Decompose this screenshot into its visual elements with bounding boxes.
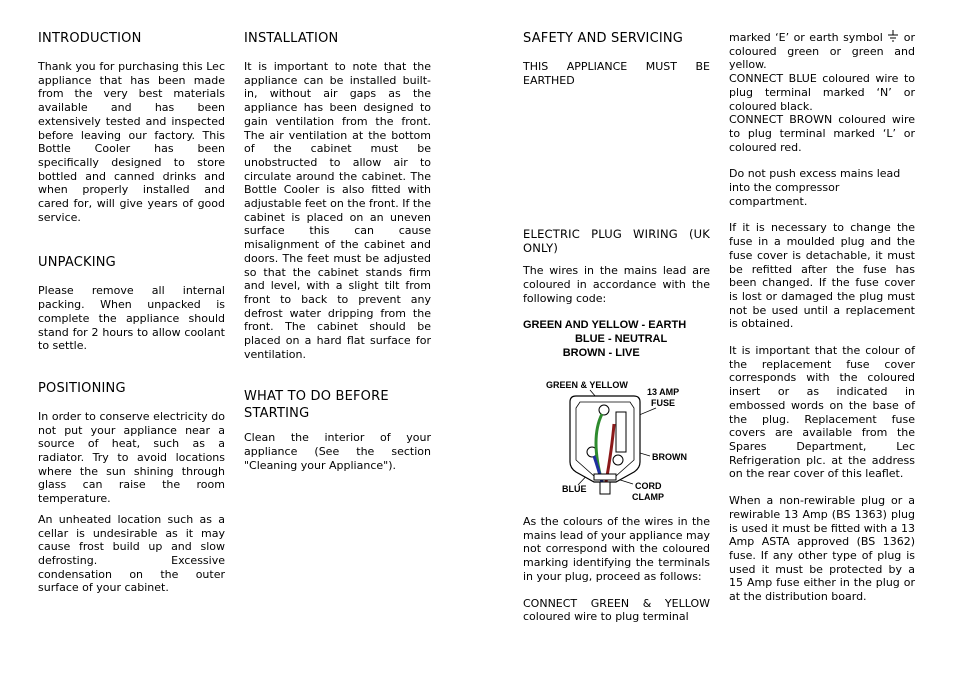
excess-lead-text: Do not push excess mains lead into the compressor compartment.: [729, 167, 901, 208]
code-live: BROWN - LIVE: [523, 346, 640, 359]
positioning-text-2: An unheated location such as a cellar is undesirable as it may cause frost build up and slow defrosting. Excessive condensation on the outer surface of your cabinet.: [38, 512, 225, 595]
label-blue: BLUE: [562, 484, 587, 494]
code-earth: GREEN AND YELLOW - EARTH: [523, 318, 687, 331]
label-fuse-line1: 13 AMP: [647, 387, 680, 397]
plug-wiring-heading: ELECTRIC PLUG WIRING (UK ONLY): [523, 227, 710, 256]
column-3-lower: [523, 515, 710, 624]
earth-paragraph: [729, 30, 915, 72]
introduction-heading: INTRODUCTION: [38, 31, 142, 46]
column-1: [38, 30, 225, 595]
code-neutral: BLUE - NEUTRAL: [523, 332, 668, 345]
before-starting-heading: WHAT TO DO BEFORE STARTING: [244, 389, 389, 422]
wire-color-code: [523, 318, 710, 360]
introduction-text: Thank you for purchasing this Lec appliance that has been made from the very best materials available and has been extensively tested and inspected before leaving our factory. This Bottle Cooler has been specifically designed to store bottled and canned drinks and when properly installed and cared for, will give years of good service.: [38, 60, 225, 224]
fuse-change-text: If it is necessary to change the fuse in a moulded plug and the fuse cover is detachable, it must be refitted after the fuse has been changed. If the fuse cover is lost or damaged the plug must not be used until a replacement is obtained.: [729, 221, 915, 331]
safety-heading: SAFETY AND SERVICING: [523, 31, 684, 46]
label-cord-line2: CLAMP: [632, 492, 664, 502]
non-rewirable-plug-text: When a non-rewirable plug or a rewirable 13 Amp (BS 1363) plug is used it must be fitted with a 13 Amp ASTA approved (BS 1362) fuse. If any other type of plug is used it must be protected by a 15 Amp fuse either in the plug or at the distribution board.: [729, 494, 915, 604]
plug-wiring-text-3: CONNECT GREEN & YELLOW coloured wire to plug terminal: [523, 596, 710, 624]
label-cord-line1: CORD: [635, 481, 662, 491]
earth-symbol-icon: [887, 30, 899, 42]
column-2: [244, 30, 431, 473]
earth-text-part1: marked ‘E’ or earth symbol: [729, 31, 883, 44]
before-starting-text: Clean the interior of your appliance (See the section "Cleaning your Appliance").: [244, 431, 431, 472]
plug-wiring-text: The wires in the mains lead are coloured in accordance with the following code:: [523, 264, 710, 305]
label-green-yellow: GREEN & YELLOW: [546, 380, 628, 390]
connect-blue-text: CONNECT BLUE coloured wire to plug terminal marked ‘N’ or coloured black.: [729, 72, 915, 113]
unpacking-heading: UNPACKING: [38, 255, 116, 271]
label-fuse-line2: FUSE: [651, 398, 676, 408]
unpacking-text: Please remove all internal packing. When unpacked is complete the appliance should stand for 2 hours to allow coolant to settle.: [38, 284, 225, 353]
column-3: [523, 30, 710, 360]
plug-wiring-diagram: [540, 378, 700, 506]
label-brown: BROWN: [652, 452, 687, 462]
connect-brown-text: CONNECT BROWN coloured wire to plug terminal marked ‘L’ or coloured red.: [729, 113, 915, 154]
earth-text-part2: or coloured green or green and yellow.: [729, 31, 915, 72]
installation-heading: INSTALLATION: [244, 31, 339, 46]
positioning-text-1: In order to conserve electricity do not put your appliance near a source of heat, such as a radiator. Try to avoid locations where the sun shining through glass can raise the room temperature.: [38, 409, 225, 506]
positioning-heading: POSITIONING: [38, 380, 126, 396]
plug-wiring-text-2: As the colours of the wires in the mains lead of your appliance may not correspond with the coloured marking identifying the terminals in your plug, proceed as follows:: [523, 515, 710, 583]
installation-text: It is important to note that the appliance can be installed built-in, without air gaps as the appliance has been designed to gain ventilation from the front. The air ventilation at the bottom of the cabinet must be unobstructed to allow air to circulate around the cabinet. The Bottle Cooler is also fitted with adjustable feet on the front. If the cabinet is placed on an uneven surface this can cause misalignment of the cabinet and doors. The feet must be adjusted so that the cabinet stands firm and level, with a slight tilt from front to back to prevent any defrost water dripping from the front. The cabinet should be placed on a hard flat surface for ventilation.: [244, 60, 431, 361]
fuse-cover-text: It is important that the colour of the replacement fuse cover corresponds with the coloured insert or as indicated in embossed words on the base of the plug. Replacement fuse covers are available from the Spares Department, Lec Refrigeration plc. at the address on the rear cover of this leaflet.: [729, 344, 915, 481]
safety-text: THIS APPLIANCE MUST BE EARTHED: [523, 60, 710, 87]
column-4: [729, 30, 915, 604]
